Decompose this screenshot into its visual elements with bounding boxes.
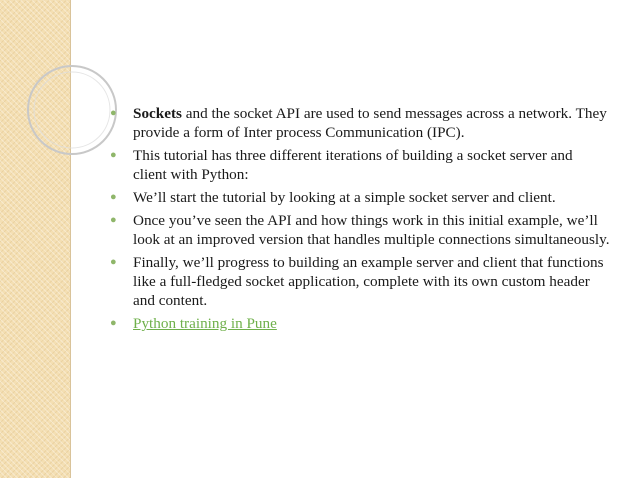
bullet-text: Once you’ve seen the API and how things work in this initial example, we’ll look at an improved version that handles multiple connections simultaneously. (133, 212, 610, 248)
bullet-item-simple (110, 188, 610, 207)
decorative-ring-lower (28, 66, 116, 154)
bullet-item-improved (110, 211, 610, 249)
decorative-ring-lower-inner (34, 72, 110, 148)
bullet-text: We’ll start the tutorial by looking at a simple socket server and client. (133, 189, 556, 206)
bullet-icon: ● (110, 107, 117, 119)
bullet-icon: ● (110, 256, 117, 268)
bold-term: Sockets (133, 105, 182, 122)
bullet-item-iterations (110, 146, 610, 184)
python-training-link[interactable]: Python training in Pune (133, 315, 277, 332)
bullet-item-full-fledged (110, 253, 610, 310)
bullet-item-link (110, 314, 610, 333)
bullet-text: Finally, we’ll progress to building an example server and client that functions like a full-fledged socket application, complete with its own custom header and content. (133, 254, 604, 309)
bullet-text: and the socket API are used to send messages across a network. They provide a form of Inter process Communication (IPC). (133, 105, 607, 141)
bullet-icon: ● (110, 317, 117, 329)
bullet-text: This tutorial has three different iterations of building a socket server and client with Python: (133, 147, 573, 183)
bullet-list (110, 104, 610, 333)
slide-content (110, 104, 610, 337)
bullet-item-sockets (110, 104, 610, 142)
bullet-icon: ● (110, 214, 117, 226)
decorative-ring-upper-inner (82, 0, 154, 44)
bullet-icon: ● (110, 191, 117, 203)
bullet-icon: ● (110, 149, 117, 161)
